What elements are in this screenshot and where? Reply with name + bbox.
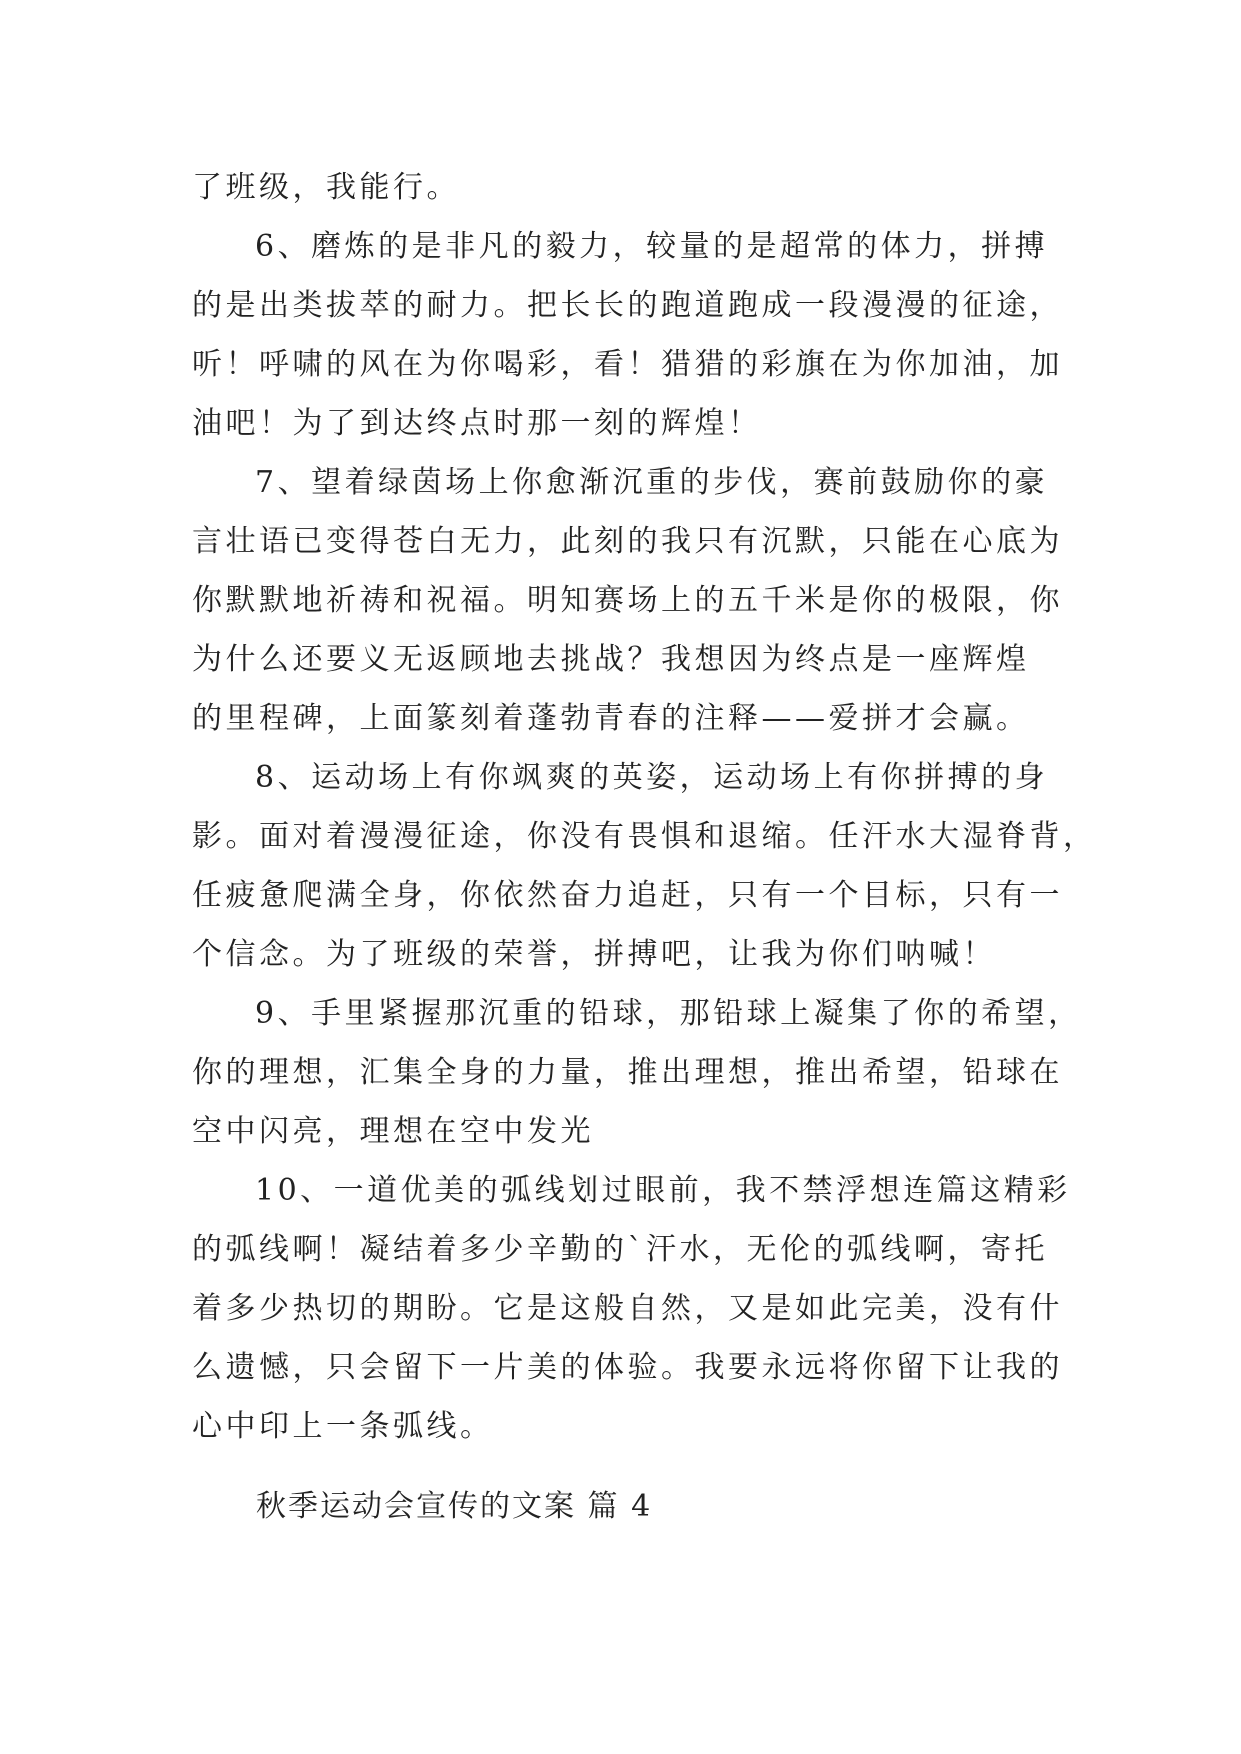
text-line: 你默默地祈祷和祝福。明知赛场上的五千米是你的极限，你: [192, 583, 1063, 618]
text-line: 听！呼啸的风在为你喝彩，看！猎猎的彩旗在为你加油，加: [192, 347, 1063, 382]
paragraph-8-start: 8、运动场上有你飒爽的英姿，运动场上有你拼搏的身: [255, 760, 1049, 795]
text-line: 个信念。为了班级的荣誉，拼搏吧，让我为你们呐喊！: [192, 937, 996, 972]
text-line: 的里程碑，上面篆刻着蓬勃青春的注释——爱拼才会赢。: [192, 701, 1030, 736]
text-line: 着多少热切的期盼。它是这般自然，又是如此完美，没有什: [192, 1291, 1063, 1326]
text-line: 心中印上一条弧线。: [192, 1409, 494, 1444]
text-line: 的弧线啊！凝结着多少辛勤的`汗水，无伦的弧线啊，寄托: [192, 1232, 1048, 1267]
paragraph-6-start: 6、磨炼的是非凡的毅力，较量的是超常的体力，拼搏: [255, 229, 1049, 264]
text-line: 任疲惫爬满全身，你依然奋力追赶，只有一个目标，只有一: [192, 878, 1063, 913]
text-line: 油吧！为了到达终点时那一刻的辉煌！: [192, 406, 762, 441]
text-line: 的是出类拔萃的耐力。把长长的跑道跑成一段漫漫的征途，: [192, 288, 1063, 323]
document-body: [192, 158, 1097, 1456]
section-heading: 秋季运动会宣传的文案 篇 4: [256, 1489, 653, 1524]
paragraph-10-start: 10、一道优美的弧线划过眼前，我不禁浮想连篇这精彩: [255, 1173, 1071, 1208]
text-line: 了班级，我能行。: [192, 170, 460, 205]
text-line: 言壮语已变得苍白无力，此刻的我只有沉默，只能在心底为: [192, 524, 1063, 559]
text-line: 影。面对着漫漫征途，你没有畏惧和退缩。任汗水大湿脊背，: [192, 819, 1097, 854]
paragraph-7-start: 7、望着绿茵场上你愈渐沉重的步伐，赛前鼓励你的豪: [255, 465, 1049, 500]
text-line: 为什么还要义无返顾地去挑战？我想因为终点是一座辉煌: [192, 642, 1030, 677]
text-line: 么遗憾，只会留下一片美的体验。我要永远将你留下让我的: [192, 1350, 1063, 1385]
paragraph-9-start: 9、手里紧握那沉重的铅球，那铅球上凝集了你的希望，: [255, 996, 1082, 1031]
text-line: 你的理想，汇集全身的力量，推出理想，推出希望，铅球在: [192, 1055, 1063, 1090]
text-line: 空中闪亮，理想在空中发光: [192, 1114, 594, 1149]
